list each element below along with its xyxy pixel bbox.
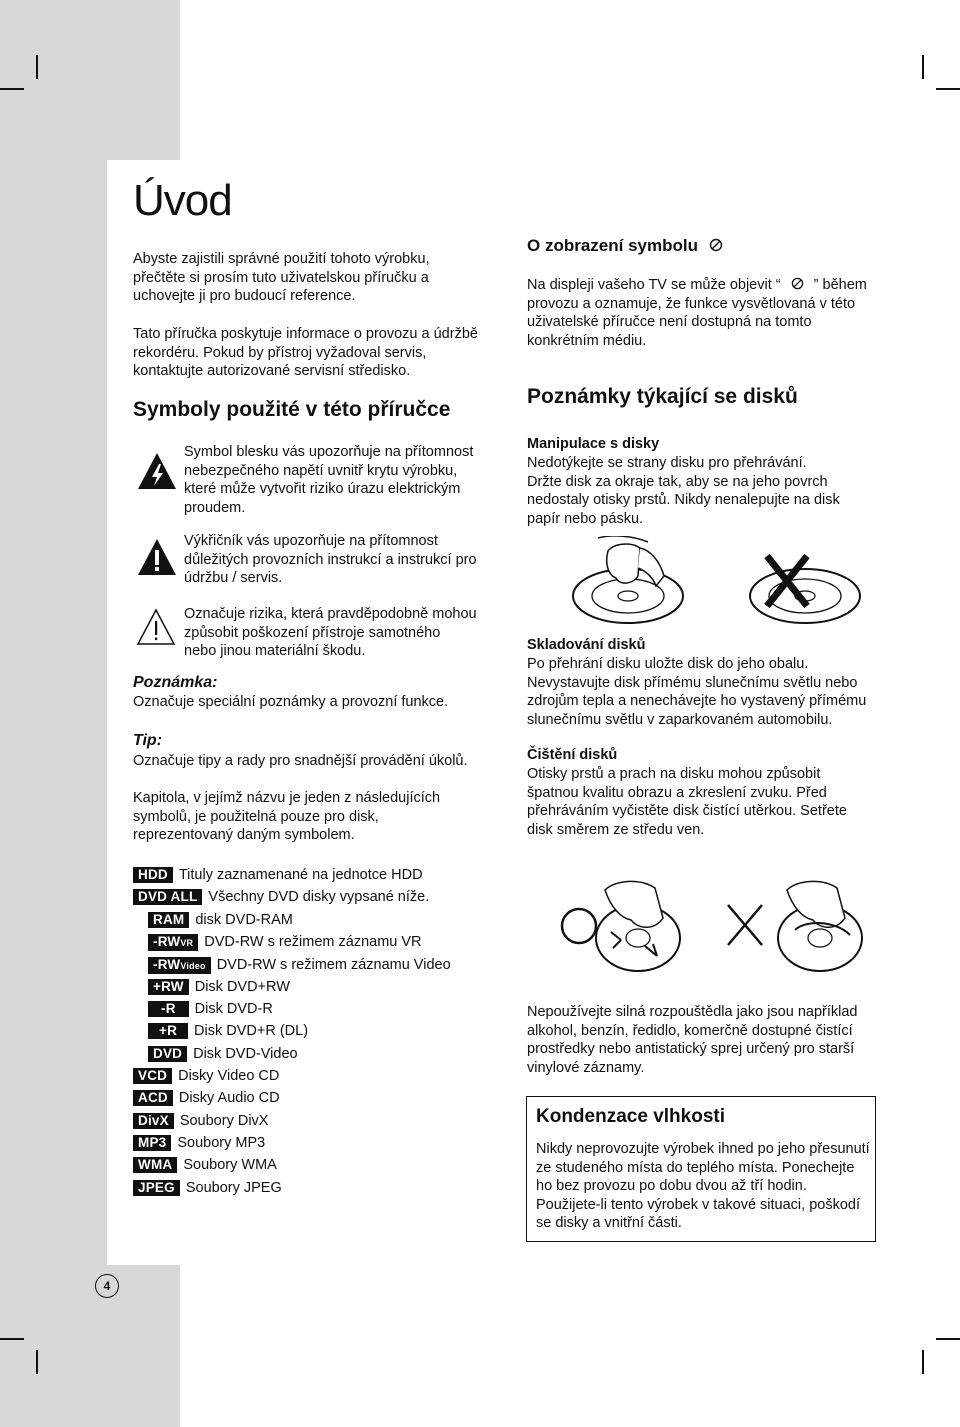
text-line: Nevystavujte disk přímému slunečnímu světlu nebo [527, 674, 858, 691]
text-line: Otisky prstů a prach na disku mohou způsobit [527, 766, 821, 782]
disc-description: Disk DVD-R [194, 1001, 273, 1017]
cleaning-heading: Čištění disků [527, 747, 618, 763]
text-line: proudem. [184, 499, 246, 516]
text-line: rekordéru. Pokud by přístroj vyžadoval servis, [133, 344, 427, 361]
prohibited-icon [709, 238, 723, 252]
disc-badge: DivX [133, 1113, 174, 1129]
text-fragment: ” během [813, 277, 867, 293]
disc-badge [148, 934, 198, 951]
disc-description: Disk DVD+RW [194, 979, 290, 995]
disc-description: Disk DVD+R (DL) [194, 1023, 309, 1039]
cleaning-text [527, 765, 847, 839]
tip-label: Tip: [133, 732, 163, 749]
symbols-heading: Symboly použité v této příručce [133, 398, 451, 421]
disc-badge: +RW [148, 979, 189, 995]
text-line: přečtěte si prosím tuto uživatelskou příručku a [133, 269, 429, 286]
intro-paragraph-2 [133, 325, 478, 381]
disc-description: Disky Video CD [178, 1068, 280, 1084]
disc-badge: JPEG [133, 1180, 180, 1196]
text-line: nebezpečného napětí uvnitř krytu výrobku, [184, 462, 458, 479]
lightning-description [184, 443, 473, 517]
crop-mark [936, 1338, 960, 1340]
text-line: provozu a oznamuje, že funkce vysvětlovaná v této [527, 295, 856, 312]
text-line: Po přehrání disku uložte disk do jeho obalu. [527, 656, 809, 672]
disc-badge: RAM [148, 912, 189, 928]
text-line: ho bez provozu po dobu dvou až tří hodin. [536, 1178, 807, 1195]
text-line: způsobit poškození přístroje samotného [184, 624, 441, 641]
heading-text: O zobrazení symbolu [527, 236, 698, 255]
disc-type-jpeg [133, 1179, 282, 1197]
text-line: slunečnímu světlu v zaparkovaném automobilu. [527, 711, 833, 728]
text-line: Abyste zajistili správné použití tohoto výrobku, [133, 251, 430, 267]
text-line: Tato příručka poskytuje informace o provozu a údržbě [133, 326, 478, 342]
text-line: Symbol blesku vás upozorňuje na přítomnost [184, 444, 474, 460]
disc-description: disk DVD-RAM [195, 912, 293, 928]
text-line: alkohol, benzín, ředidlo, komerčně dostupné čistící [527, 1022, 853, 1039]
disc-badge: WMA [133, 1157, 177, 1173]
disc-description: DVD-RW s režimem záznamu VR [204, 934, 422, 950]
disc-badge: MP3 [133, 1135, 171, 1151]
crop-mark [36, 1350, 38, 1374]
text-fragment: Na displeji vašeho TV se může objevit “ [527, 277, 781, 293]
text-line: uchovejte ji pro budoucí reference. [133, 288, 356, 305]
chapter-note [133, 789, 440, 845]
condensation-heading: Kondenzace vlhkosti [536, 1106, 725, 1127]
text-line: Nedotýkejte se strany disku pro přehrávání. [527, 455, 807, 471]
disc-type-dvd-all [133, 888, 429, 906]
text-line: Držte disk za okraje tak, aby se na jeho povrch [527, 473, 828, 490]
handling-text [527, 454, 840, 528]
lightning-warning-icon [137, 452, 177, 490]
prohibited-icon [791, 277, 804, 290]
disc-type-divx [133, 1112, 268, 1130]
badge-main: -RW [153, 934, 181, 949]
disc-description: Tituly zaznamenané na jednotce HDD [178, 867, 423, 883]
text-line: kontaktujte autorizované servisní středisko. [133, 363, 411, 380]
caution-description [184, 605, 477, 661]
crop-mark [36, 55, 38, 79]
exclamation-description [184, 532, 477, 588]
text-line: disk směrem ze středu ven. [527, 821, 705, 838]
disc-badge: DVD ALL [133, 889, 202, 905]
exclamation-warning-icon [137, 538, 177, 576]
disc-type-dvd [148, 1045, 298, 1063]
disc-wrong-handling-illustration [745, 548, 865, 628]
disc-type-hdd [133, 866, 423, 884]
disc-type-acd [133, 1089, 280, 1107]
text-line: Nepoužívejte silná rozpouštědla jako jsou například [527, 1004, 858, 1020]
disc-badge: ACD [133, 1090, 173, 1106]
condensation-text [536, 1140, 870, 1233]
text-line: vinylové záznamy. [527, 1059, 645, 1076]
disc-type-mp3 [133, 1134, 265, 1152]
text-line: se disky a vnitřní části. [536, 1215, 682, 1232]
disc-badge: HDD [133, 867, 173, 883]
disc-description: Soubory WMA [183, 1157, 277, 1173]
text-line: zdrojům tepla a nenechávejte ho vystavený přímému [527, 693, 867, 710]
disc-description: Disky Audio CD [178, 1090, 280, 1106]
disc-type-plus-r [148, 1022, 308, 1040]
disc-description: DVD-RW s režimem záznamu Video [216, 957, 451, 973]
page-title: Úvod [133, 176, 232, 225]
text-line: přehráváním vyčistěte disk čistící utěrkou. Setřete [527, 803, 847, 820]
symbol-display-heading [527, 236, 723, 256]
note-label: Poznámka: [133, 674, 218, 691]
page-number: 4 [95, 1274, 119, 1298]
disc-type-wma [133, 1156, 277, 1174]
text-line: nebo jinou materiální škodu. [184, 643, 366, 660]
crop-mark [922, 1350, 924, 1374]
disc-badge: -R [148, 1001, 189, 1017]
text-line: Označuje rizika, která pravděpodobně mohou [184, 606, 477, 622]
tip-text: Označuje tipy a rady pro snadnější provádění úkolů. [133, 753, 468, 769]
caution-icon [136, 608, 176, 646]
disc-badge: +R [148, 1023, 188, 1039]
disc-cleaning-illustration [555, 860, 885, 990]
disc-type-rw-vr [148, 933, 422, 951]
text-line: ze studeného místa do teplého místa. Ponechejte [536, 1159, 855, 1176]
note-text: Označuje speciální poznámky a provozní funkce. [133, 694, 449, 710]
text-line: špatnou kvalitu obrazu a zkreslení zvuku. Před [527, 784, 827, 801]
margin-band-left [0, 160, 107, 1427]
solvents-warning [527, 1003, 857, 1077]
disc-type-ram [148, 911, 293, 929]
disc-description: Disk DVD-Video [193, 1046, 298, 1062]
crop-mark [936, 88, 960, 90]
text-line: údržbu / servis. [184, 570, 283, 587]
text-line: Použijete-li tento výrobek v takové situaci, poškodí [536, 1196, 860, 1213]
badge-main: -RW [153, 957, 181, 972]
text-line: konkrétním médiu. [527, 332, 647, 349]
symbol-display-text [527, 276, 867, 350]
text-line: uživatelské příručce není dostupná na tomto [527, 314, 812, 331]
text-line: Nikdy neprovozujte výrobek ihned po jeho přesunutí [536, 1141, 870, 1157]
intro-paragraph [133, 250, 430, 306]
disc-correct-handling-illustration [568, 536, 688, 626]
crop-mark [0, 88, 24, 90]
text-line: důležitých provozních instrukcí a instrukcí pro [184, 551, 477, 568]
disc-type-plus-rw [148, 978, 290, 996]
handling-heading: Manipulace s disky [527, 436, 660, 452]
disc-badge [148, 957, 211, 974]
crop-mark [0, 1338, 24, 1340]
text-line: reprezentovaný daným symbolem. [133, 827, 355, 844]
text-line: Výkřičník vás upozorňuje na přítomnost [184, 533, 438, 549]
disc-type-minus-r [148, 1000, 273, 1018]
crop-mark [922, 55, 924, 79]
text-line: papír nebo pásku. [527, 510, 644, 527]
text-line: symbolů, je použitelná pouze pro disk, [133, 808, 379, 825]
text-line: Kapitola, v jejímž názvu je jeden z následujících [133, 790, 441, 806]
disc-badge: DVD [148, 1046, 187, 1062]
disc-description: Soubory MP3 [177, 1135, 266, 1151]
storage-heading: Skladování disků [527, 637, 646, 653]
disc-description: Soubory DivX [179, 1113, 269, 1129]
disc-type-vcd [133, 1067, 279, 1085]
disc-notes-heading: Poznámky týkající se disků [527, 385, 798, 408]
text-line [527, 276, 867, 295]
condensation-box [526, 1096, 876, 1242]
badge-sub: VR [180, 938, 194, 948]
text-line: prostředky nebo antistatický sprej určený pro starší [527, 1041, 855, 1058]
storage-text [527, 655, 866, 729]
text-line: nedostaly otisky prstů. Nikdy nenalepujte na disk [527, 492, 840, 509]
disc-description: Všechny DVD disky vypsané níže. [208, 889, 430, 905]
badge-sub: Video [180, 961, 206, 971]
disc-badge: VCD [133, 1068, 172, 1084]
text-line: které může vytvořit riziko úrazu elektrickým [184, 481, 461, 498]
disc-description: Soubory JPEG [185, 1180, 282, 1196]
disc-type-rw-video [148, 956, 451, 974]
margin-band-top [0, 0, 180, 160]
